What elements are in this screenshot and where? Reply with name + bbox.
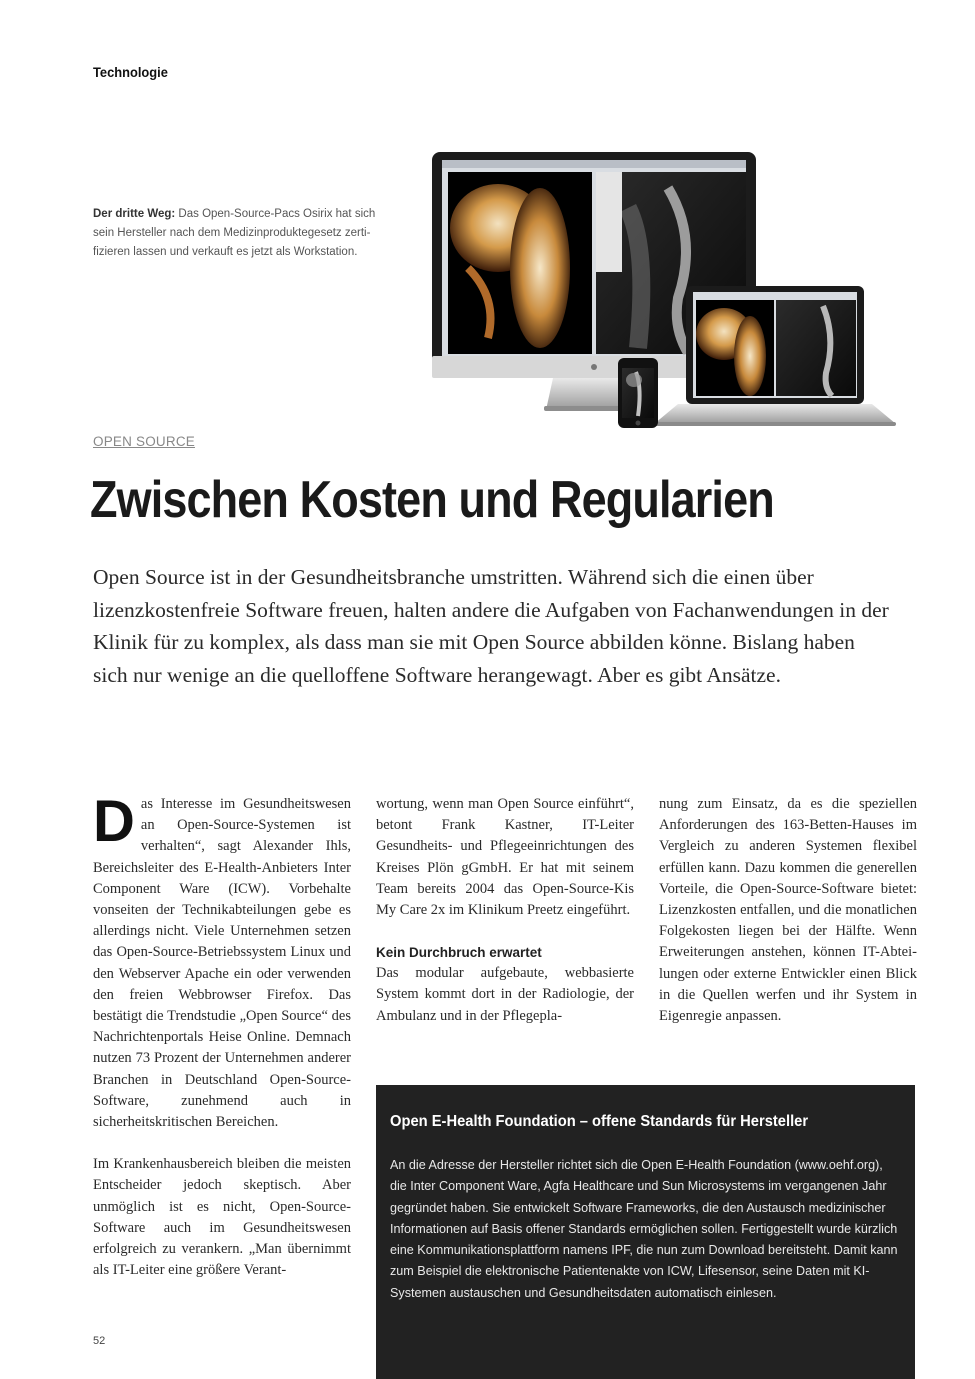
info-box [376, 1085, 915, 1379]
paragraph: wortung, wenn man Open Source einführt“, betont Frank Kastner, IT-Leiter Gesundheits- und Pflegeeinrichtungen des Kreises Plön gGmbH. Er hat mit seinem Team bereits 2004 das Open-Source-Kis My Care 2x im Klinikum Preetz eingeführt. [376, 796, 634, 919]
article-title: Zwischen Kosten und Regularien [90, 471, 774, 529]
paragraph: nung zum Einsatz, da es die speziellen Anforderungen des 163-Betten-Hauses im Vergleich zu anderen Systemen flexibel erfüllen kann. Dazu kommen die generellen Vorteile, die Open-Source-Software bietet: Lizenzkosten entfallen, und die monatlichen Folgekosten liegen bei der Hälfte. Wenn Erweiterungen anstehen, können IT-Abteilungen oder externe Entwickler einen Blick in die Quellen werfen und ihr System in Eigenregie anpassen. [659, 796, 917, 1025]
paragraph: Im Krankenhausbereich bleiben die meisten Entscheider jedoch skeptisch. Aber unmöglich ist es nicht, Open-Source-Software auch im Gesundheitswesen erfolgreich zu verankern. „Man übernimmt als IT-Leiter eine größere Verant- [93, 1156, 351, 1279]
osirix-devices-image [428, 148, 898, 433]
info-box-body: An die Adresse der Hersteller richtet sich die Open E-Health Foundation (www.oehf.org), die Inter Component Ware, Agfa Healthcare und Sun Microsystems im vergangenen Jahr gegründet haben. Sie entwickelt Software Frameworks, die den Austausch medizinischer Informationen auf Basis offener Standards ermöglichen sollen. Fertiggestellt wurde kürzlich eine Kommunikationsplattform namens IPF, die nun zum Download bereitsteht. Damit kann zum Beispiel die elektronische Patientenakte von ICW, Lifesensor, seine Daten mit KI-Systemen austauschen und Gesundheitsdaten automatisch einlesen. [390, 1158, 898, 1300]
drop-cap: D [93, 789, 135, 854]
article-lead: Open Source ist in der Gesundheitsbranche umstritten. Während sich die einen über lizenzkostenfreie Software freuen, halten andere die Aufgaben von Fachanwendungen in der Klinik für zu komplex, als dass man sie mit Open Source abbilden könne. Bislang haben sich nur wenige an die quelloffene Software herangewagt. Aber es gibt Ansätze. [93, 565, 889, 687]
macbook [654, 286, 896, 426]
image-caption [93, 205, 393, 262]
article-column-3 [659, 794, 917, 1027]
subheading: Kein Durchbruch erwartet [376, 945, 542, 961]
page-number: 52 [93, 1335, 106, 1347]
caption-text: Das Open-Source-Pacs Osirix hat sich sein Hersteller nach dem Medizinproduktegesetz zertifizieren lassen und verkauft es jetzt als Workstation. [93, 208, 376, 258]
paragraph: Das modular aufgebaute, webbasierte System kommt dort in der Radiologie, der Ambulanz und in der Pflegepla- [376, 965, 634, 1024]
paragraph [93, 789, 351, 1133]
iphone [618, 358, 658, 428]
paragraph-text: as Interesse im Gesundheitswesen an Open-Source-Systemen ist verhalten“, sagt Alexander Ihls, Bereichsleiter des E-Health-Anbieters Inter Component Ware (ICW). Vorbehalte vonseiten der Technikabteilungen gebe es allerdings nicht. Viele Unternehmen setzen das Open-Source-Betriebssystem Linux und den Webserver Apache ein oder verwenden den freien Webbrowser Firefox. Das bestätigt die Trendstudie „Open Source“ des Nachrichtenportals Heise Online. Demnach nutzen 73 Prozent der Unternehmen anderer Branchen in Deutschland Open-Source-Software, zunehmend auch in sicherheitskritischen Bereichen. [93, 796, 351, 1131]
info-box-title: Open E-Health Foundation – offene Standards für Hersteller [390, 1113, 809, 1130]
article-kicker: OPEN SOURCE [93, 434, 195, 449]
section-label: Technologie [93, 64, 168, 80]
article-column-2 [376, 794, 634, 1027]
caption-lead: Der dritte Weg: [93, 208, 176, 220]
article-column-1 [93, 789, 351, 1281]
